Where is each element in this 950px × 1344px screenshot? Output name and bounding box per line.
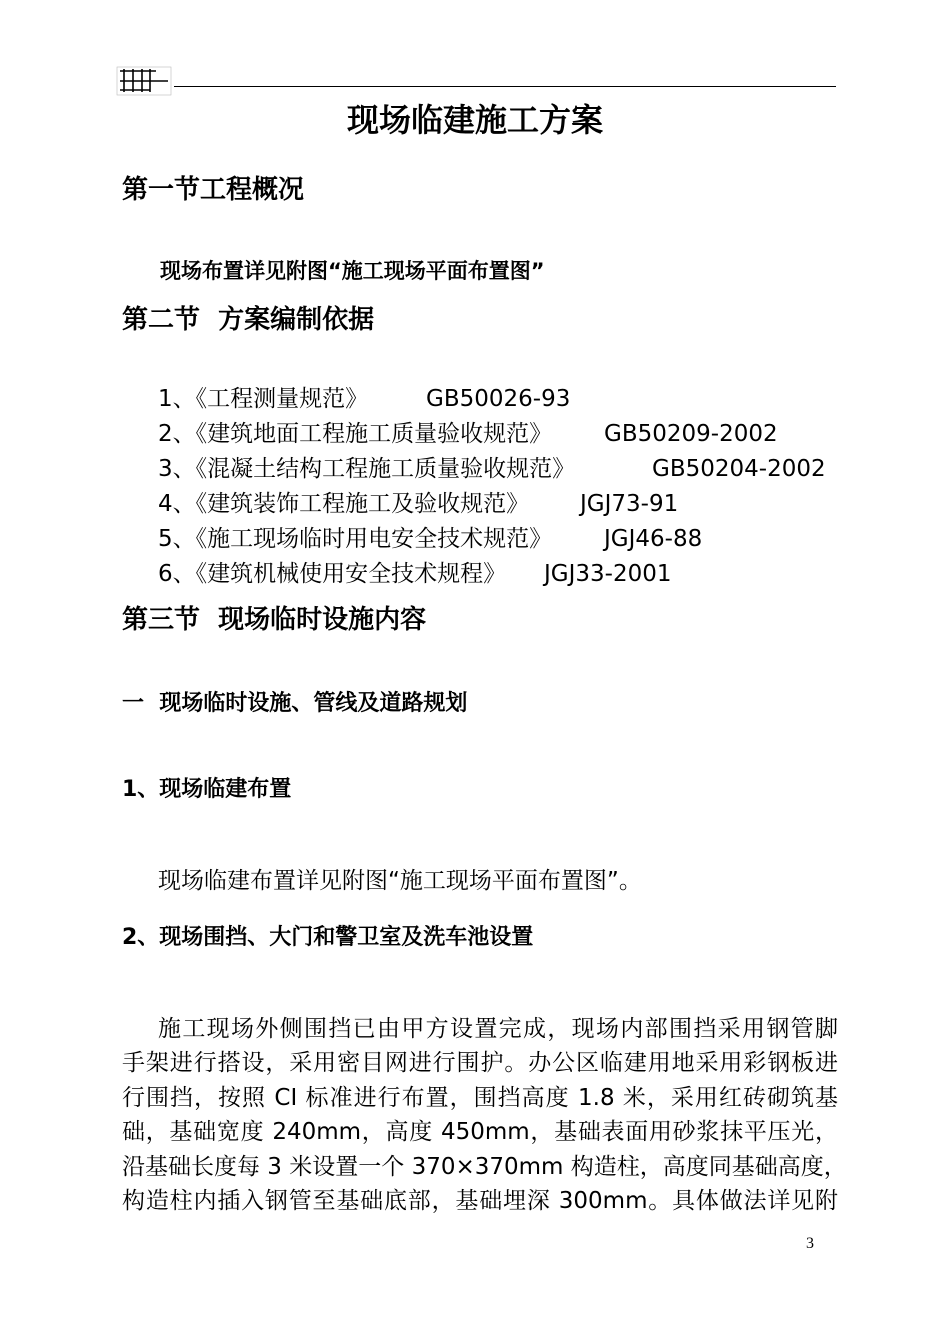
document-title: 现场临建施工方案 — [346, 101, 603, 139]
reference-number: 3、 — [158, 456, 196, 482]
page-number: 3 — [806, 1235, 814, 1252]
body-line: 础，基础宽度 240mm，高度 450mm，基础表面用砂浆抹平压光， — [122, 1119, 838, 1146]
reference-item — [158, 382, 571, 417]
building-plan-logo-icon — [116, 66, 172, 96]
section-2-heading: 第二节 方案编制依据 — [122, 305, 375, 335]
reference-number: 2、 — [158, 421, 196, 447]
reference-code: GB50026-93 — [426, 386, 571, 412]
reference-item — [158, 557, 672, 592]
reference-code: JGJ46-88 — [604, 526, 703, 552]
reference-code: JGJ33-2001 — [544, 561, 672, 587]
reference-code: GB50209-2002 — [604, 421, 778, 447]
reference-title: 《工程测量规范》 — [195, 386, 369, 412]
section-1-text: 现场布置详见附图“施工现场平面布置图” — [160, 259, 545, 283]
reference-number: 4、 — [158, 491, 196, 517]
item-1-heading: 1、现场临建布置 — [122, 777, 292, 802]
item-2-body — [122, 1012, 847, 1218]
section-1-heading: 第一节工程概况 — [122, 175, 305, 205]
item-1-text: 现场临建布置详见附图“施工现场平面布置图”。 — [158, 868, 642, 894]
item-2-heading: 2、现场围挡、大门和警卫室及洗车池设置 — [122, 925, 534, 950]
reference-number: 1、 — [158, 386, 196, 412]
reference-code: JGJ73-91 — [580, 491, 679, 517]
body-line: 施工现场外侧围挡已由甲方设置完成，现场内部围挡采用钢管脚 — [158, 1016, 838, 1042]
section-3-heading: 第三节 现场临时设施内容 — [122, 605, 427, 635]
body-line: 沿基础长度每 3 米设置一个 370×370mm 构造柱，高度同基础高度， — [122, 1153, 847, 1180]
body-line: 手架进行搭设，采用密目网进行围护。办公区临建用地采用彩钢板进 — [122, 1050, 838, 1077]
reference-title: 《施工现场临时用电安全技术规范》 — [195, 526, 553, 552]
body-line: 行围挡，按照 CI 标准进行布置，围挡高度 1.8 米，采用红砖砌筑基 — [122, 1084, 838, 1111]
reference-title: 《建筑装饰工程施工及验收规范》 — [195, 491, 530, 517]
body-line: 构造柱内插入钢管至基础底部，基础埋深 300mm。具体做法详见附 — [122, 1187, 838, 1214]
reference-item — [158, 522, 703, 557]
header-rule — [174, 86, 836, 87]
reference-title: 《混凝土结构工程施工质量验收规范》 — [195, 456, 576, 482]
reference-title: 《建筑机械使用安全技术规程》 — [195, 561, 507, 587]
reference-item — [158, 487, 679, 522]
reference-number: 5、 — [158, 526, 196, 552]
reference-item — [158, 417, 778, 452]
reference-title: 《建筑地面工程施工质量验收规范》 — [195, 421, 553, 447]
reference-number: 6、 — [158, 561, 196, 587]
reference-code: GB50204-2002 — [652, 456, 826, 482]
reference-item — [158, 452, 826, 487]
subsection-1-heading: 一 现场临时设施、管线及道路规划 — [122, 691, 468, 716]
